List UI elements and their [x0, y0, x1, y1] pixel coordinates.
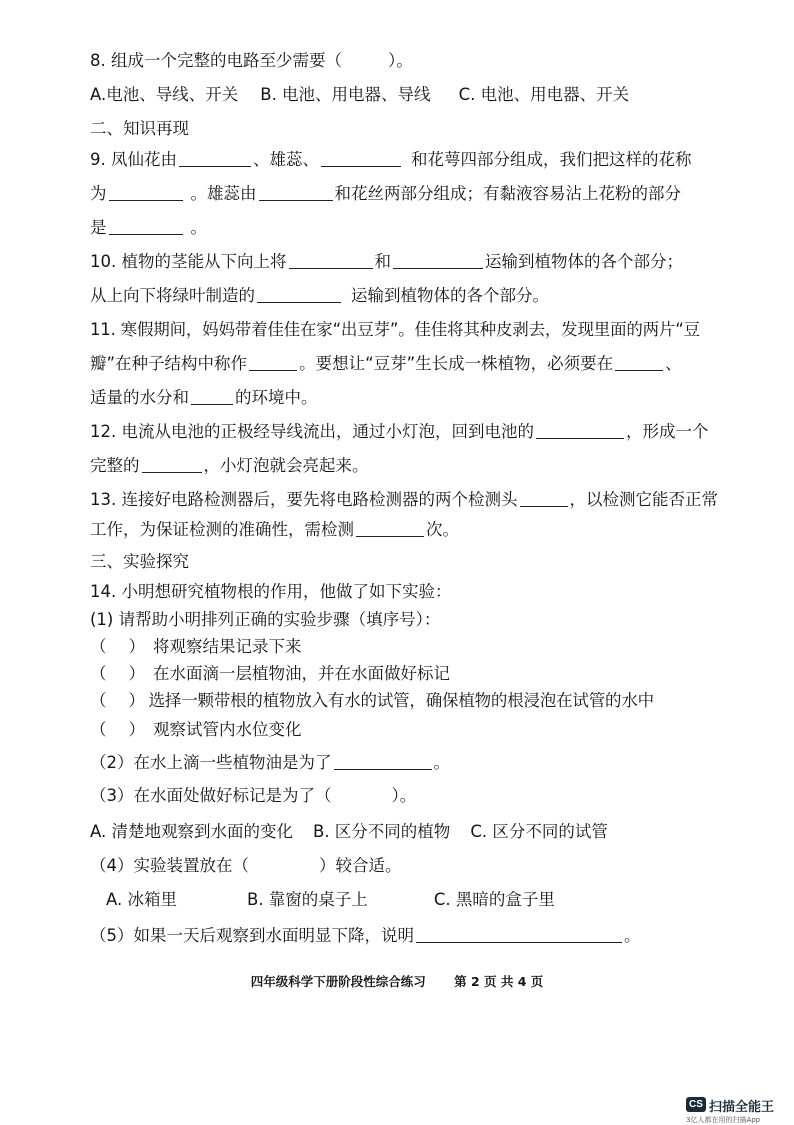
question-14-sub-5 [90, 926, 641, 946]
q10-text-3: 运输到植物体的各个部分； [485, 252, 683, 271]
step-3-text: 选择一颗带根的植物放入有水的试管，确保植物的根浸泡在试管的水中 [148, 691, 654, 710]
q14-sub3-end: ）。 [391, 786, 417, 805]
q10-blank-1[interactable] [289, 267, 373, 269]
q14-sub2-end: 。 [433, 753, 450, 772]
q13-text-4: 次。 [426, 520, 459, 539]
q8-option-b: B. 电池、用电器、导线 [260, 85, 431, 104]
question-14-stem: 14. 小明想研究植物根的作用，他做了如下实验： [90, 582, 452, 601]
q9-text-8: 。 [190, 218, 207, 237]
q10-blank-2[interactable] [393, 267, 483, 269]
q9-text-7: 是 [90, 218, 107, 237]
q9-text-5: 。雄蕊由 [190, 184, 257, 203]
q8-option-c: C. 电池、用电器、开关 [458, 85, 630, 104]
question-10-line-2 [90, 286, 549, 306]
q12-text-1: 12. 电流从电池的正极经导线流出，通过小灯泡，回到电池的 [90, 422, 534, 441]
question-13-line-2 [90, 520, 459, 540]
camscanner-tagline: 3亿人都在用的扫描App [686, 1116, 761, 1124]
q12-blank-1[interactable] [536, 437, 624, 439]
step-4-close-paren: ） [128, 720, 145, 739]
question-12-line-2 [90, 456, 369, 476]
page-footer [0, 972, 794, 990]
q13-blank-2[interactable] [356, 535, 424, 537]
question-12-line-1 [90, 422, 709, 442]
q9-blank-3[interactable] [109, 199, 183, 201]
q14-sub5-text: （5）如果一天后观察到水面明显下降，说明 [90, 926, 414, 945]
q9-text-4: 为 [90, 184, 107, 203]
step-row-2 [90, 664, 450, 684]
q11-blank-2[interactable] [615, 369, 663, 371]
step-2-text: 在水面滴一层植物油，并在水面做好标记 [153, 664, 450, 683]
q9-text-3: 和花萼四部分组成，我们把这样的花称 [411, 150, 692, 169]
q14-sub4-option-a: A. 冰箱里 [106, 890, 177, 909]
step-row-1 [90, 637, 302, 657]
q14-sub2-blank[interactable] [334, 768, 432, 770]
question-9-line-3 [90, 218, 207, 238]
q14-sub2-text: （2）在水上滴一些植物油是为了 [90, 753, 332, 772]
q10-blank-3[interactable] [257, 301, 341, 303]
q11-blank-1[interactable] [249, 369, 297, 371]
question-11-line-2 [90, 354, 682, 374]
question-14-sub-2 [90, 753, 450, 773]
question-14-sub-1: (1) 请帮助小明排列正确的实验步骤（填序号）： [90, 610, 441, 629]
step-row-3 [90, 691, 654, 711]
question-13-line-1 [90, 490, 718, 510]
question-9-line-1 [90, 150, 692, 170]
question-10-line-1 [90, 252, 683, 272]
q13-text-1: 13. 连接好电路检测器后，要先将电路检测器的两个检测头 [90, 490, 518, 509]
q11-text-2: 。要想让“豆芽”生长成一株植物，必须要在 [299, 354, 614, 373]
question-8-options [90, 85, 629, 105]
q13-text-3: 工作，为保证检测的准确性，需检测 [90, 520, 354, 539]
q11-text-1: 瓣”在种子结构中称作 [90, 354, 248, 373]
q8-stem-end: ）。 [388, 51, 413, 70]
question-14-sub-3 [90, 786, 416, 806]
q14-sub4-option-b: B. 靠窗的桌子上 [247, 890, 368, 909]
q12-text-2: ，形成一个 [626, 422, 709, 441]
camscanner-logo-icon: CS [686, 1097, 706, 1112]
q10-text-2: 和 [374, 252, 391, 271]
question-8-stem [90, 51, 413, 71]
section-3-title: 三、实验探究 [90, 552, 189, 571]
q11-text-3: 、 [665, 354, 682, 373]
step-4-open-paren: （ [90, 720, 107, 739]
q12-text-3: 完整的 [90, 456, 140, 475]
q10-text-4: 从上向下将绿叶制造的 [90, 286, 255, 305]
step-1-close-paren: ） [128, 637, 145, 656]
q14-sub3-option-a: A. 清楚地观察到水面的变化 [90, 822, 293, 841]
q14-sub3-text: （3）在水面处做好标记是为了（ [90, 786, 332, 805]
footer-page-number: 第 2 页 共 4 页 [454, 974, 544, 989]
q14-sub4-option-c: C. 黑暗的盒子里 [433, 890, 555, 909]
step-3-open-paren: （ [90, 691, 107, 710]
q14-sub4-end: ）较合适。 [319, 856, 402, 875]
step-3-close-paren: ） [128, 691, 145, 710]
q9-text-1: 9. 凤仙花由 [90, 150, 177, 169]
q8-stem-text: 8. 组成一个完整的电路至少需要（ [90, 51, 342, 70]
footer-title: 四年级科学下册阶段性综合练习 [250, 974, 426, 989]
q14-sub4-text: （4）实验装置放在（ [90, 856, 249, 875]
q8-option-a: A.电池、导线、开关 [90, 85, 239, 104]
question-14-sub-4-options [106, 890, 555, 910]
q9-blank-2[interactable] [321, 165, 401, 167]
q10-text-5: 运输到植物体的各个部分。 [351, 286, 549, 305]
q11-blank-3[interactable] [191, 403, 233, 405]
step-2-open-paren: （ [90, 664, 107, 683]
step-4-text: 观察试管内水位变化 [153, 720, 302, 739]
q9-blank-4[interactable] [259, 199, 333, 201]
q14-sub3-option-c: C. 区分不同的试管 [470, 822, 608, 841]
q10-text-1: 10. 植物的茎能从下向上将 [90, 252, 287, 271]
q13-blank-1[interactable] [520, 505, 568, 507]
q12-blank-2[interactable] [142, 471, 202, 473]
q9-blank-1[interactable] [179, 165, 251, 167]
q13-text-2: ，以检测它能否正常 [569, 490, 718, 509]
question-11-line-3 [90, 388, 318, 408]
q9-text-6: 和花丝两部分组成；有黏液容易沾上花粉的部分 [334, 184, 681, 203]
question-14-sub-3-options [90, 822, 608, 842]
step-1-open-paren: （ [90, 637, 107, 656]
step-2-close-paren: ） [128, 664, 145, 683]
camscanner-name: 扫描全能王 [709, 1100, 775, 1115]
question-9-line-2 [90, 184, 681, 204]
section-2-title: 二、知识再现 [90, 119, 189, 138]
question-14-sub-4 [90, 856, 402, 876]
q14-sub5-end: 。 [624, 926, 641, 945]
q14-sub3-option-b: B. 区分不同的植物 [313, 822, 451, 841]
q11-text-5: 的环境中。 [235, 388, 318, 407]
question-11-line-1: 11. 寒假期间，妈妈带着佳佳在家“出豆芽”。佳佳将其种皮剥去，发现里面的两片“豆 [90, 320, 700, 339]
step-1-text: 将观察结果记录下来 [153, 637, 302, 656]
q9-text-2: 、雄蕊、 [253, 150, 319, 169]
q14-sub5-blank[interactable] [416, 941, 622, 943]
q12-text-4: ，小灯泡就会亮起来。 [203, 456, 369, 475]
step-row-4 [90, 720, 302, 740]
q11-text-4: 适量的水分和 [90, 388, 189, 407]
q9-blank-5[interactable] [109, 233, 183, 235]
